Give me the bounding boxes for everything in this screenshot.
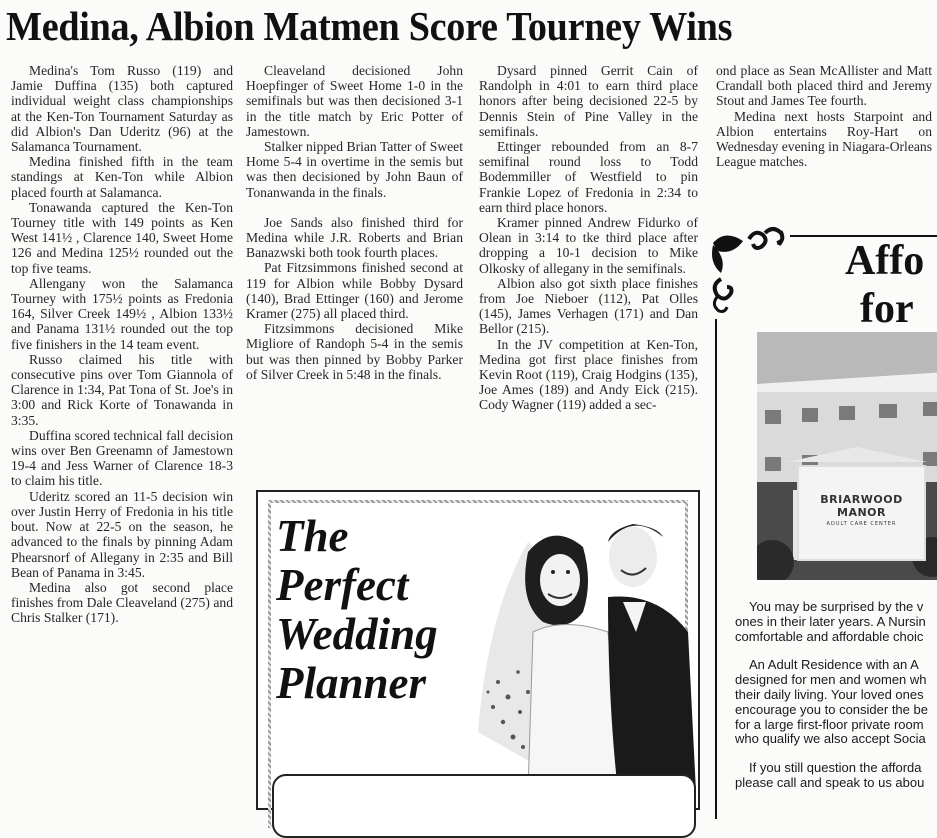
briarwood-manor-ad — [705, 215, 937, 815]
wedding-ad-title: The Perfect Wedding Planner — [276, 511, 438, 708]
ad-paragraph: If you still question the afforda please call and speak to us abou — [735, 760, 925, 790]
paragraph: Medina finished fifth in the team standings at Ken-Ton while Albion placed fourth at Salamanca. — [11, 154, 233, 200]
paragraph: Tonawanda captured the Ken-Ton Tourney title with 149 points as Ken West 141½ , Clarence 140, Sweet Home 126 and Medina 125½ rounded out the top five teams. — [11, 199, 233, 276]
paragraph: Medina's Tom Russo (119) and Jamie Duffina (135) both captured individual weight class championships at the Ken-Ton Tournament Saturday as did Albion's Dan Uderitz (96) at the Salamanca Tournament. — [11, 63, 233, 155]
paragraph: Duffina scored technical fall decision wins over Ben Greenamn of Jamestown 19-4 and Jess Warner of Clarence 18-3 to claim his title. — [11, 427, 233, 489]
article-column-3 — [479, 63, 698, 413]
paragraph: Medina next hosts Starpoint and Albion entertains Roy-Hart on Wednesday evening in Niagara-Orleans League matches. — [716, 108, 932, 170]
paragraph: Dysard pinned Gerrit Cain of Randolph in 4:01 to earn third place honors after being decisioned 22-5 by Dennis Stein of Pine Valley in the semifinals. — [479, 63, 698, 139]
paragraph: Albion also got sixth place finishes from Joe Nieboer (112), Pat Olles (145), James Verhagen (171) and Dan Bellor (215). — [479, 275, 698, 337]
paragraph: Cleaveland decisioned John Hoepfinger of Sweet Home 1-0 in the semifinals but was then decisioned 3-1 in the title match by Eric Potter of Jamestown. — [246, 63, 463, 139]
briarwood-sign: BRIARWOOD MANOR ADULT CARE CENTER — [797, 465, 926, 561]
article-column-2 — [246, 63, 463, 382]
article-headline: Medina, Albion Matmen Score Tourney Wins — [6, 3, 733, 49]
article-column-1 — [11, 63, 233, 626]
article-column-4 — [716, 63, 932, 169]
paragraph: Allengany won the Salamanca Tourney with 175½ points as Fredonia 164, Silver Creek 149½ , Albion 133½ and Panama 131½ rounded out the top five finishers in the 14 team event. — [11, 275, 233, 352]
scroll-ornament-icon — [705, 215, 795, 320]
briarwood-manor-building-photo — [757, 332, 937, 580]
paragraph: Ettinger rebounded from an 8-7 semifinal round loss to Todd Bodemmiller of Westfield to pin Frankie Lopez of Fredonia in 2:34 to earn third place honors. — [479, 139, 698, 215]
paragraph: Kramer pinned Andrew Fidurko of Olean in 3:14 to tke third place after dropping a 10-1 decision to Mike Olkosky of allegany in the semifinals. — [479, 215, 698, 276]
ad-paragraph: An Adult Residence with an A designed for men and women wh their daily living. Your loved ones encourage you to consider the be for a large first-floor private room who qualify we also accept Socia — [735, 657, 928, 747]
wedding-planner-ad — [256, 490, 700, 810]
paragraph: Medina also got second place finishes from Dale Cleaveland (275) and Chris Stalker (171). — [11, 579, 233, 626]
ad-border-left — [715, 319, 717, 819]
paragraph: Stalker nipped Brian Tatter of Sweet Home 5-4 in overtime in the semis but was then decisioned by John Baun of Tonanwanda in the finals. — [246, 139, 463, 200]
wedding-ad-info-box — [272, 774, 696, 838]
ad-paragraph: You may be surprised by the v ones in their later years. A Nursin comfortable and affordable choic — [735, 599, 926, 644]
paragraph: Fitzsimmons decisioned Mike Migliore of Randoph 5-4 in the semis but was then pinned by Bobby Parker of Silver Creek in 5:48 in the finals. — [246, 321, 463, 382]
paragraph: Pat Fitzsimmons finished second at 119 for Albion while Bobby Dysard (140), Brad Ettinger (160) and Jerome Kramer (275) all placed third. — [246, 260, 463, 322]
paragraph: Uderitz scored an 11-5 decision win over Justin Herry of Fredonia in his title bout. Now at 22-5 on the season, he advanced to the finals by pinning Adam Phearsnorf of Allegany in 2:35 and Bill Bean of Panama in 3:45. — [11, 488, 233, 580]
paragraph: Russo claimed his title with consecutive pins over Tom Giannola of Clarence in 1:34, Pat Tona of St. Joe's in 3:00 and Rick Korte of Tonawanda in 3:35. — [11, 351, 233, 428]
paragraph: ond place as Sean McAllister and Matt Crandall both placed third and Jeremy Stout and James Tee fourth. — [716, 63, 932, 109]
bride-and-groom-illustration — [458, 502, 698, 792]
paragraph: Joe Sands also finished third for Medina while J.R. Roberts and Brian Banazwski both took fourth places. — [246, 214, 463, 261]
briarwood-ad-title: Affo for — [845, 238, 925, 332]
briarwood-ad-copy — [735, 600, 937, 805]
paragraph: In the JV competition at Ken-Ton, Medina got first place finishes from Kevin Root (119), Craig Hodgins (135), Joe Ames (189) and Andy Eick (215). Cody Wagner (119) added a sec- — [479, 336, 698, 413]
